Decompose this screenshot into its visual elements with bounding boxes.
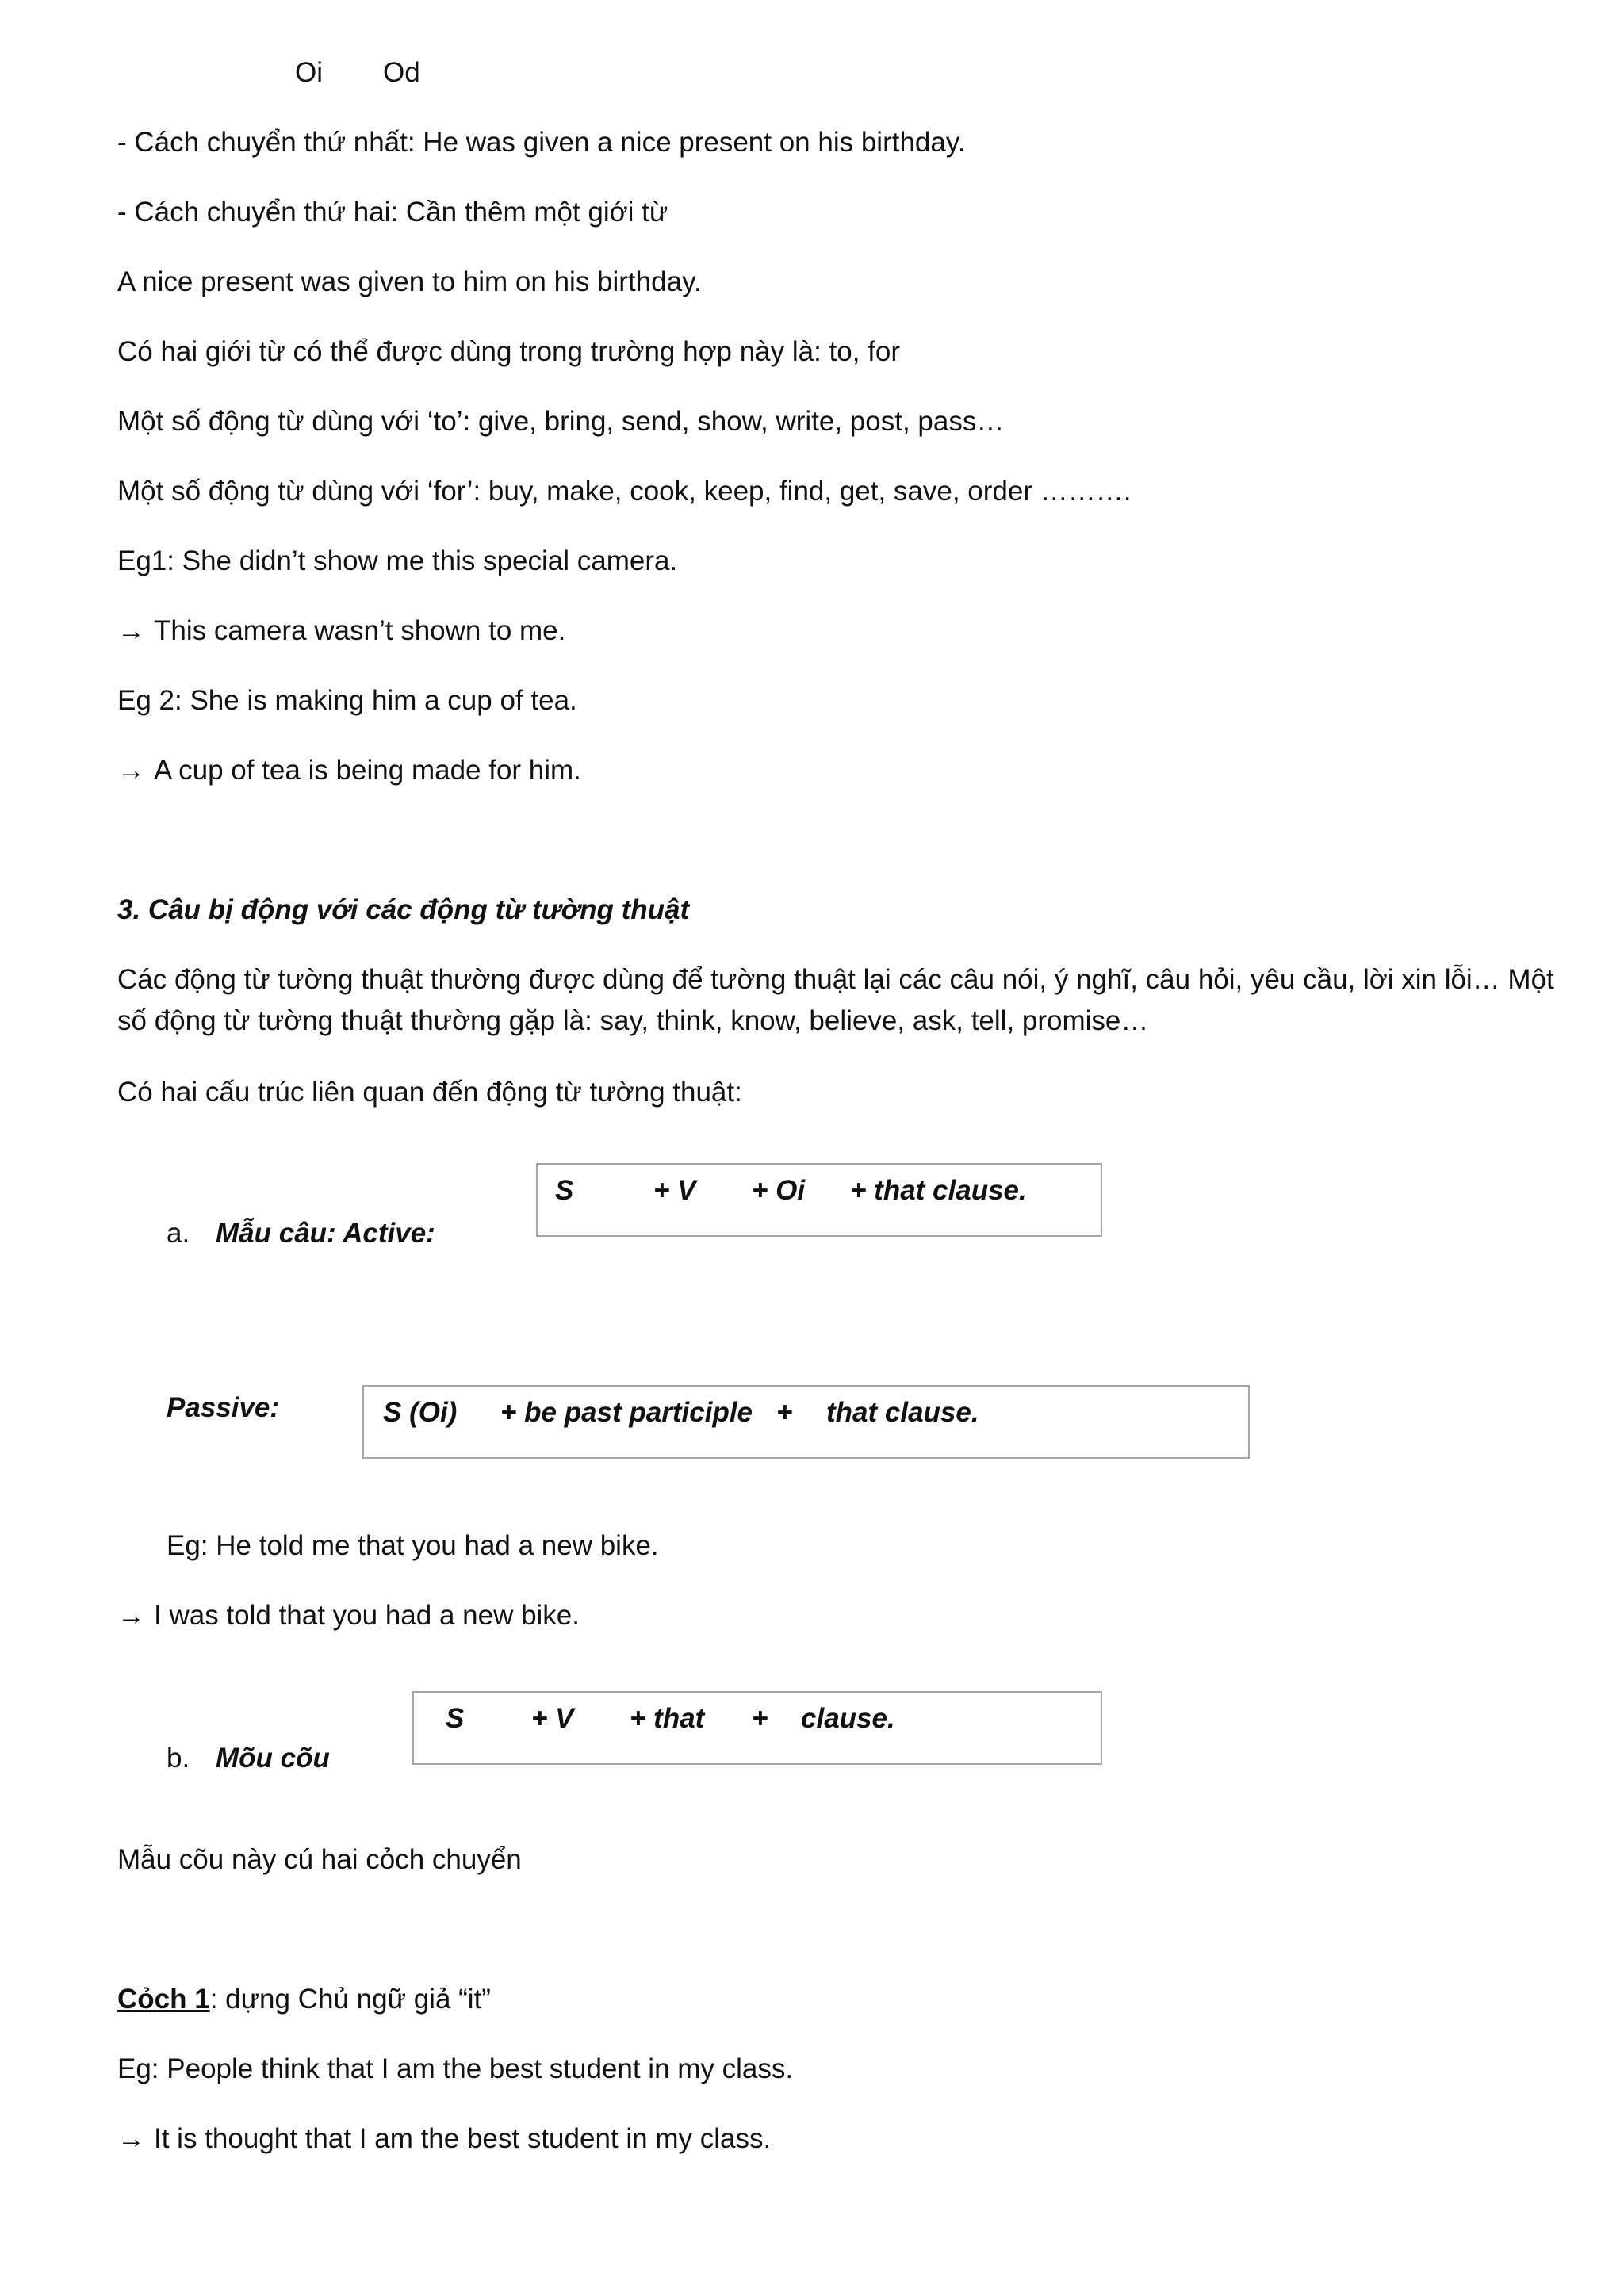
- active-label: Mẫu câu: Active:: [216, 1218, 435, 1249]
- example4-line: Eg: People think that I am the best student in my class.: [117, 2053, 794, 2084]
- example2-result-text: A cup of tea is being made for him.: [154, 755, 581, 786]
- example1-line: Eg1: She didn’t show me this special camera.: [117, 545, 678, 576]
- formula-verb: + V: [531, 1703, 574, 1734]
- formula-clause: clause.: [801, 1703, 895, 1734]
- example4-result-text: It is thought that I am the best student in my class.: [154, 2123, 772, 2154]
- two-structures-line: Có hai cấu trúc liên quan đến động từ tường thuật:: [117, 1077, 742, 1108]
- example1-result: [117, 610, 565, 652]
- b-label: Mõu cõu: [216, 1743, 330, 1774]
- formula-that-clause: that clause.: [826, 1397, 979, 1428]
- example2-result: [117, 750, 581, 791]
- example2-line: Eg 2: She is making him a cup of tea.: [117, 685, 577, 716]
- formula-oi: + Oi: [752, 1175, 806, 1206]
- right-arrow-icon: →: [117, 1600, 145, 1631]
- present-passive-line: A nice present was given to him on his birthday.: [117, 266, 702, 297]
- section3-heading: 3. Câu bị động với các động từ tường thuật: [117, 894, 690, 925]
- right-arrow-icon: →: [117, 2123, 145, 2154]
- formula-verb: + V: [653, 1175, 696, 1206]
- formula-that-clause: + that clause.: [850, 1175, 1027, 1206]
- list-marker-a: a.: [167, 1218, 190, 1249]
- passive-formula-box: [362, 1385, 1250, 1459]
- formula-subject: S: [555, 1175, 574, 1206]
- formula-subject-oi: S (Oi): [383, 1397, 458, 1428]
- formula-plus: +: [776, 1397, 793, 1428]
- list-marker-b: b.: [167, 1743, 190, 1774]
- right-arrow-icon: →: [117, 755, 145, 786]
- example4-result: [117, 2118, 771, 2160]
- verbs-to-line: Một số động từ dùng với ‘to’: give, bring, send, show, write, post, pass…: [117, 406, 1005, 437]
- od-label: Od: [383, 57, 420, 88]
- example3-result: [117, 1595, 580, 1636]
- formula-plus: +: [752, 1703, 768, 1734]
- active-formula-box: [536, 1163, 1102, 1237]
- example1-result-text: This camera wasn’t shown to me.: [154, 615, 566, 646]
- cach1-line: [117, 1979, 491, 2020]
- formula-that: + that: [630, 1703, 705, 1734]
- section3-paragraph: Các động từ tường thuật thường được dùng để tường thuật lại các câu nói, ý nghĩ, câu hỏi, yêu cầu, lời xin lỗi… Một số động từ tường thuật thường gặp là: say, think, know, believe, ask, tell, promise…: [117, 964, 1554, 1036]
- method2-line: - Cách chuyển thứ hai: Cần thêm một giới từ: [117, 197, 668, 228]
- passive-label: Passive:: [167, 1392, 280, 1423]
- cach1-text: : dựng Chủ ngữ giả “it”: [209, 1984, 491, 2015]
- example3-result-text: I was told that you had a new bike.: [154, 1600, 580, 1631]
- oi-label: Oi: [295, 57, 323, 88]
- formula-be-past-participle: + be past participle: [500, 1397, 753, 1428]
- cach1-label: Cỏch 1: [117, 1984, 210, 2015]
- two-ways-line: Mẫu cõu này cú hai cỏch chuyển: [117, 1844, 522, 1875]
- two-prepositions-line: Có hai giới từ có thể được dùng trong trường hợp này là: to, for: [117, 336, 901, 367]
- b-formula-box: [412, 1691, 1102, 1765]
- formula-subject: S: [446, 1703, 465, 1734]
- method1-line: - Cách chuyển thứ nhất: He was given a nice present on his birthday.: [117, 127, 966, 158]
- verbs-for-line: Một số động từ dùng với ‘for’: buy, make, cook, keep, find, get, save, order ……….: [117, 476, 1132, 507]
- example3-line: Eg: He told me that you had a new bike.: [167, 1530, 659, 1561]
- right-arrow-icon: →: [117, 615, 145, 646]
